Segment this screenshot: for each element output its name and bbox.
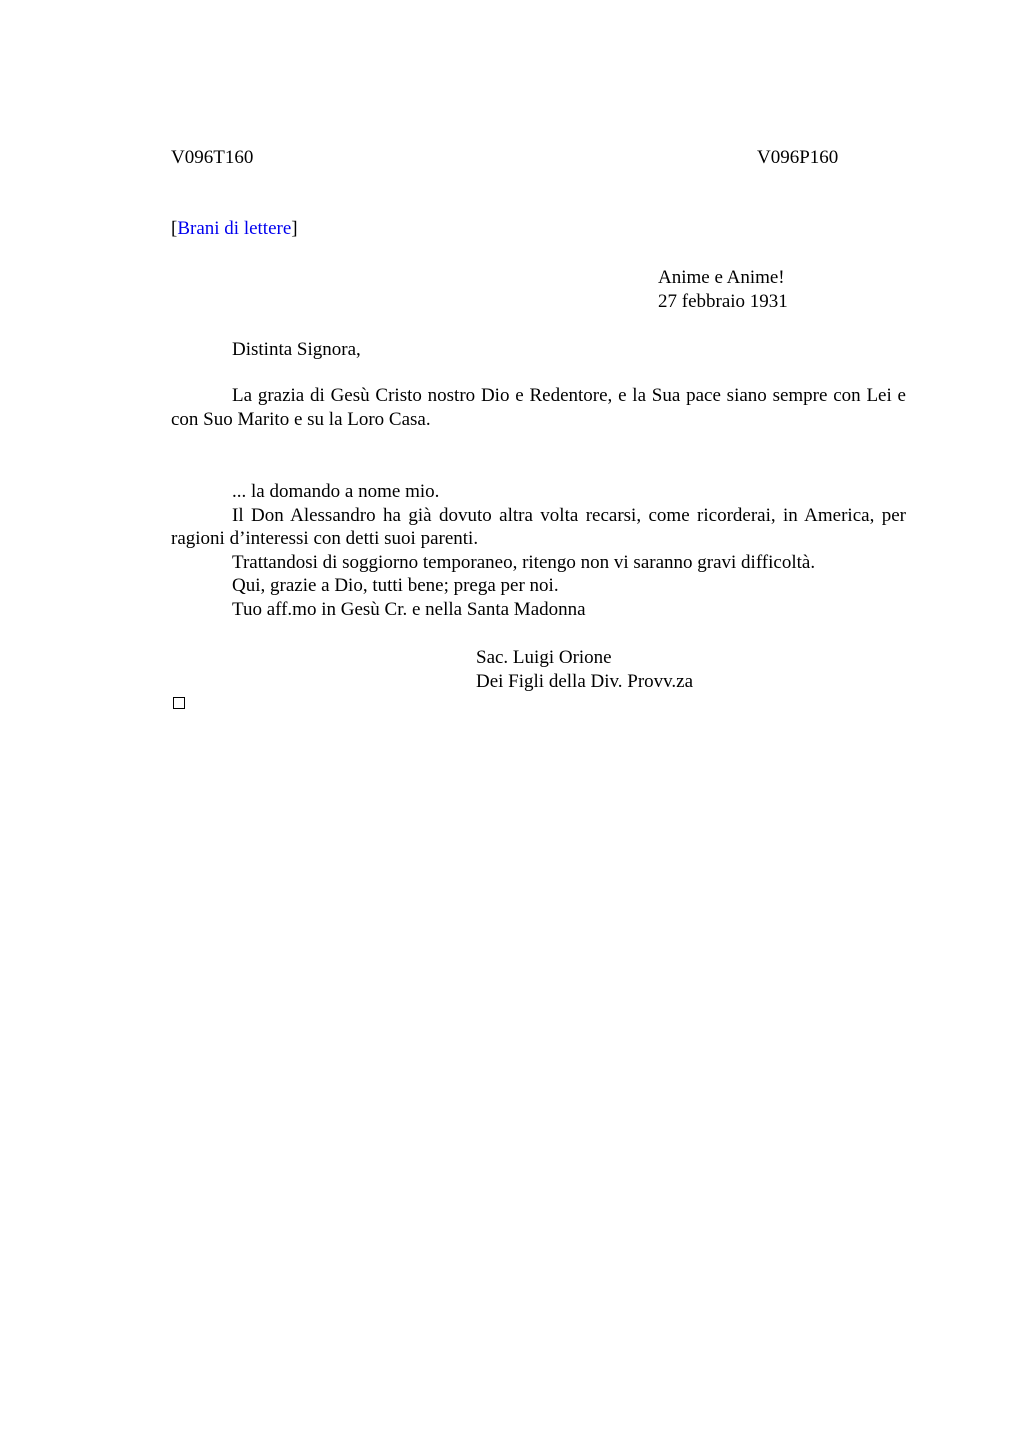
brani-di-lettere-link[interactable]: Brani di lettere <box>177 218 292 239</box>
letter-salutation: Distinta Signora, <box>232 339 361 360</box>
greeting-paragraph: La grazia di Gesù Cristo nostro Dio e Redentore, e la Sua pace siano sempre con Lei e con Suo Marito e su la Loro Casa. <box>171 385 906 430</box>
body-line: ... la domando a nome mio. <box>232 481 440 502</box>
body-line: Qui, grazie a Dio, tutti bene; prega per noi. <box>232 575 559 596</box>
body-line: Il Don Alessandro ha già dovuto altra volta recarsi, come ricorderai, in America, per ragioni d’interessi con detti suoi parenti. <box>171 504 906 549</box>
heading-close-bracket: ] <box>291 218 298 239</box>
end-square-icon <box>173 697 185 709</box>
document-code-left: V096T160 <box>171 147 254 168</box>
signature-title: Dei Figli della Div. Provv.za <box>476 670 694 692</box>
body-line: Tuo aff.mo in Gesù Cr. e nella Santa Madonna <box>232 598 586 620</box>
signature-name: Sac. Luigi Orione <box>476 647 612 668</box>
heading-open-bracket: [ <box>171 218 178 239</box>
letter-body <box>171 480 906 621</box>
signature-block <box>476 646 693 693</box>
letter-place: Anime e Anime! <box>658 267 785 288</box>
body-line: Trattandosi di soggiorno temporaneo, ritengo non vi saranno gravi difficoltà. <box>232 551 816 573</box>
place-date-block <box>658 266 788 313</box>
section-heading <box>171 217 298 241</box>
letter-date: 27 febbraio 1931 <box>658 290 788 312</box>
document-code-right: V096P160 <box>757 147 839 168</box>
